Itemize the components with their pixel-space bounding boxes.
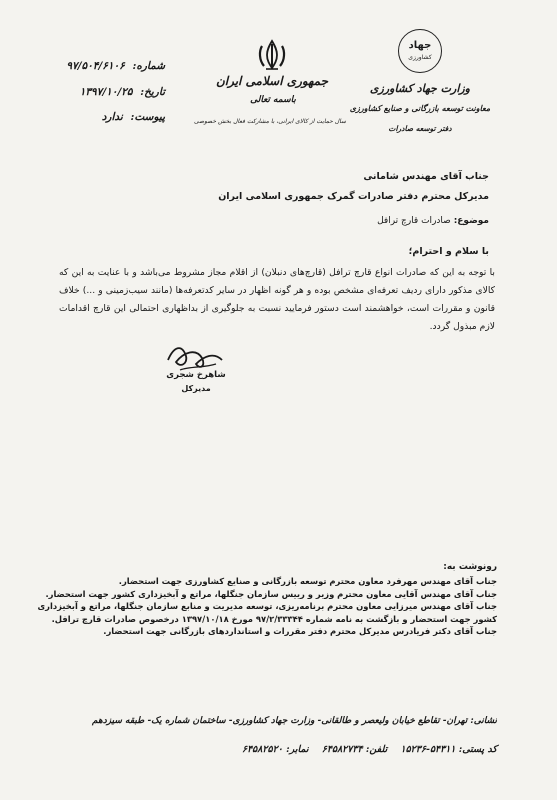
cc-list [27, 575, 497, 638]
footer-postal: کد پستی: ۵۴۳۱۱-۱۵۲۳۶ [400, 744, 497, 755]
letter-attachment-row [102, 111, 165, 123]
logo-text: جهاد [408, 40, 432, 51]
footer-fax: نمابر: ۶۴۵۸۲۵۲۰ [241, 744, 309, 755]
cc-heading: رونوشت به: [443, 562, 497, 572]
letter-body: با توجه به این که صادرات انواع قارچ ترافل (قارچ‌های دنبلان) از اقلام مجاز مشروط می‌باشد و با عنایت به این که کالای مذکور دارای ردیف تعرفه‌ای مشخص بوده و هر گونه اظهار در سایر کدتعرفه‌ها (مانند سیب‌زمینی و ...) خلاف قانون و مقررات است، خواهشمند است دستور فرمایید نسبت به جلوگیری از بداظهاری احتمالی این قارچ اقدامات لازم مبذول گردد. [59, 267, 495, 332]
cc-item: جناب آقای دکتر فریادرس مدیرکل محترم دفتر مقررات و استانداردهای بازرگانی جهت استحضار. [103, 626, 497, 636]
cc-item: جناب آقای مهندس مهرفرد معاون محترم توسعه بازرگانی و صنایع کشاورزی جهت استحضار. [118, 576, 497, 586]
ministry-name: وزارت جهاد کشاورزی [369, 82, 470, 95]
letter-number-row [66, 60, 165, 72]
footer-contact [37, 744, 497, 755]
year-slogan: سال حمایت از کالای ایرانی، با مشارکت فعال بخش خصوصی [193, 118, 347, 125]
letter-attachment-label: پیوست: [130, 111, 165, 123]
recipient-title: مدیرکل محترم دفتر صادرات گمرک جمهوری اسلامی ایران [218, 191, 489, 202]
letter-date-value: ۱۳۹۷/۱۰/۲۵ [79, 86, 133, 98]
letter-number-label: شماره: [132, 60, 165, 72]
footer-phone: تلفن: ۶۴۵۸۲۷۳۴ [321, 744, 388, 755]
republic-title: جمهوری اسلامی ایران [215, 74, 328, 88]
iran-emblem-icon [255, 38, 289, 72]
cc-item: جناب آقای مهندس میرزایی معاون محترم برنامه‌ریزی، توسعه مدیریت و منابع سازمان جنگلها، مراتع و آبخیزداری کشور جهت استحضار و بازگشت به نامه شماره ۹۷/۲/۳۳۳۴۴ مورخ ۱۳۹۷/۱۰/۱۸ درخصوص صادرات قارچ ترافل. [37, 601, 497, 624]
subject-label: موضوع: [453, 216, 489, 226]
greeting: با سلام و احترام؛ [408, 246, 489, 257]
letter-date-label: تاریخ: [140, 86, 165, 98]
logo-subtext: کشاورزی [408, 54, 432, 61]
letter-attachment-value: ندارد [101, 111, 123, 123]
deputy-name: معاونت توسعه بازرگانی و صنایع کشاورزی [349, 103, 491, 113]
signatory-name: شاهرخ شجری [166, 370, 226, 380]
cc-item: جناب آقای مهندس آقایی معاون محترم وزیر و رییس سازمان جنگلها، مراتع و آبخیزداری کشور جهت استحضار. [45, 588, 497, 599]
subject-value: صادرات قارچ ترافل [377, 216, 451, 226]
footer-address: نشانی: تهران- تقاطع خیابان ولیعصر و طالقانی- وزارت جهاد کشاورزی- ساختمان شماره یک- طبقه سیزدهم [91, 716, 497, 726]
office-name: دفتر توسعه صادرات [388, 124, 452, 133]
letter-date-row [80, 86, 165, 98]
jihad-agriculture-logo-icon [398, 29, 442, 73]
recipient-name: جناب آقای مهندس شامانی [363, 171, 489, 182]
bismillah-text: باسمه تعالی [250, 95, 296, 105]
subject-line [377, 216, 489, 226]
letter-number-value: ۹۷/۵۰۴/۶۱۰۶ [66, 60, 125, 72]
signatory-title: مدیرکل [181, 384, 211, 393]
